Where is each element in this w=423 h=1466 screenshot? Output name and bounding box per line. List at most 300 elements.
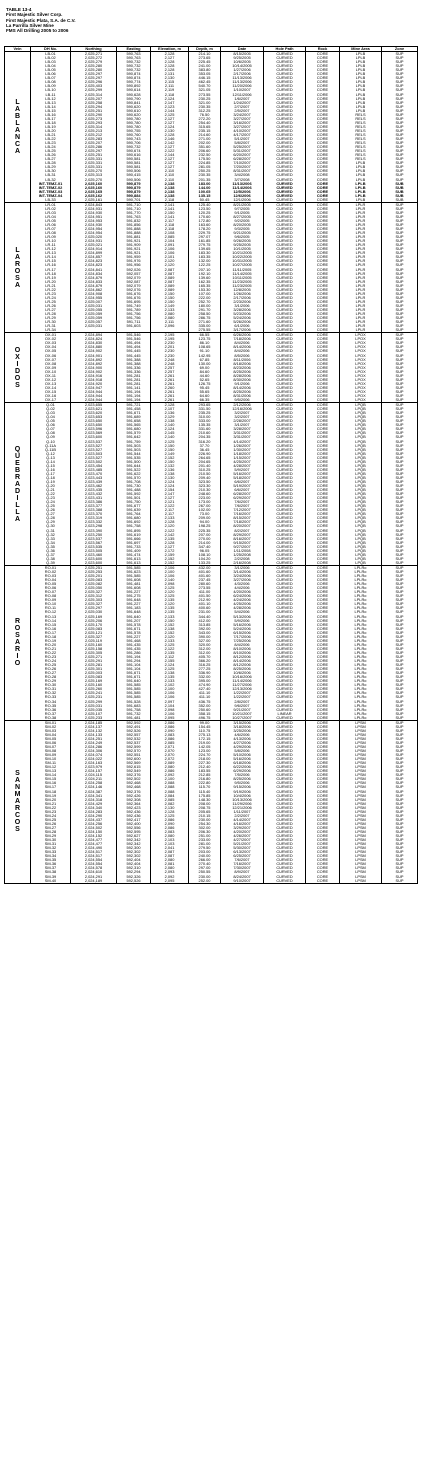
cell-easting: 591,676 (117, 296, 151, 300)
cell-rock: CORE (306, 137, 340, 141)
cell-mine-area: LPLRo (340, 586, 382, 590)
cell-dh-no: LR-11 (31, 243, 71, 247)
cell-dh-no: RO-19 (31, 639, 71, 643)
cell-rock: CORE (306, 695, 340, 699)
cell-mine-area: LPQB (340, 415, 382, 419)
cell-northing: 2,024,823 (71, 259, 117, 263)
cell-rock: CORE (306, 798, 340, 802)
cell-easting: 591,671 (117, 627, 151, 631)
cell-depth: 183.35 (189, 255, 221, 259)
cell-zone: SUP (382, 456, 418, 460)
cell-date: 4/24/2006 (221, 598, 264, 602)
cell-hole-path: CURVED (264, 284, 306, 288)
cell-northing: 2,024,944 (71, 390, 117, 394)
cell-elevation: 2,110 (151, 173, 189, 177)
cell-depth: 165.35 (189, 284, 221, 288)
cell-rock: CORE (306, 292, 340, 296)
cell-hole-path: CURVED (264, 243, 306, 247)
cell-easting: 592,600 (117, 757, 151, 761)
cell-hole-path: CURVED (264, 300, 306, 304)
cell-easting: 591,500 (117, 460, 151, 464)
cell-easting: 590,706 (117, 141, 151, 145)
cell-hole-path: CURVED (264, 324, 306, 328)
cell-date: 7/6/2007 (221, 858, 264, 862)
cell-easting: 592,556 (117, 826, 151, 830)
cell-mine-area: LPSM (340, 794, 382, 798)
cell-depth: 36.45 (189, 448, 221, 452)
cell-northing: 2,025,327 (71, 602, 117, 606)
cell-zone: SUP (382, 631, 418, 635)
cell-easting: 591,501 (117, 496, 151, 500)
vein-letter: R (14, 473, 21, 481)
cell-dh-no: SM-02 (31, 725, 71, 729)
cell-hole-path: CURVED (264, 464, 306, 468)
cell-rock: CORE (306, 659, 340, 663)
cell-depth: 214.10 (189, 52, 221, 57)
cell-rock: CORE (306, 349, 340, 353)
cell-dh-no: RO-22 (31, 651, 71, 655)
cell-mine-area: LPQB (340, 480, 382, 484)
cell-elevation: 2,201 (151, 345, 189, 349)
cell-date: 3/7/2008 (221, 178, 264, 182)
cell-northing: 2,024,211 (71, 777, 117, 781)
cell-hole-path: LINEAR (264, 712, 306, 716)
cell-hole-path: CURVED (264, 362, 306, 366)
cell-date: 4/25/2007 (221, 460, 264, 464)
cell-dh-no: LB-31 (31, 173, 71, 177)
cell-northing: 2,024,954 (71, 227, 117, 231)
cell-hole-path: CURVED (264, 790, 306, 794)
cell-mine-area: LPLRo (340, 606, 382, 610)
cell-dh-no: LB-17 (31, 117, 71, 121)
cell-elevation: 2,132 (151, 464, 189, 468)
cell-elevation: 2,257 (151, 370, 189, 374)
cell-rock: CORE (306, 464, 340, 468)
cell-zone: SUP (382, 870, 418, 874)
cell-northing: 2,025,327 (71, 635, 117, 639)
cell-elevation: 2,092 (151, 875, 189, 879)
cell-hole-path: CURVED (264, 606, 306, 610)
cell-date: 11/23/2005 (221, 280, 264, 284)
cell-rock: CORE (306, 165, 340, 169)
cell-easting: 591,468 (117, 639, 151, 643)
cell-easting: 591,494 (117, 341, 151, 345)
cell-easting: 590,743 (117, 137, 151, 141)
cell-zone: SUP (382, 80, 418, 84)
cell-elevation: 2,133 (151, 516, 189, 520)
cell-rock: CORE (306, 565, 340, 570)
cell-date: 6/6/2007 (221, 488, 264, 492)
cell-mine-area: LPLB (340, 76, 382, 80)
cell-zone: SUP (382, 790, 418, 794)
cell-date: 9/1/2006 (221, 382, 264, 386)
cell-northing: 2,025,273 (71, 117, 117, 121)
cell-mine-area: LPSM (340, 765, 382, 769)
cell-hole-path: CURVED (264, 435, 306, 439)
cell-mine-area: RELS (340, 141, 382, 145)
cell-northing: 2,023,332 (71, 520, 117, 524)
cell-dh-no: LB-23 (31, 141, 71, 145)
cell-zone: SUP (382, 602, 418, 606)
drilling-table (4, 46, 418, 884)
cell-depth: 125.40 (189, 202, 221, 207)
cell-zone: SUP (382, 202, 418, 207)
cell-mine-area: LPLR (340, 304, 382, 308)
cell-dh-no: LR-14 (31, 255, 71, 259)
cell-elevation: 2,086 (151, 826, 189, 830)
cell-hole-path: CURVED (264, 403, 306, 408)
cell-rock: CORE (306, 773, 340, 777)
cell-rock: CORE (306, 671, 340, 675)
cell-rock: CORE (306, 765, 340, 769)
cell-date: 10/22/2005 (221, 255, 264, 259)
cell-mine-area: LPLRo (340, 594, 382, 598)
cell-rock: CORE (306, 407, 340, 411)
cell-date: 2/5/2007 (221, 109, 264, 113)
cell-zone: SUP (382, 97, 418, 101)
cell-hole-path: CURVED (264, 456, 306, 460)
cell-depth: 44.60 (189, 374, 221, 378)
cell-elevation: 2,106 (151, 712, 189, 716)
cell-dh-no: LR-19 (31, 276, 71, 280)
cell-rock: CORE (306, 733, 340, 737)
cell-zone: SUP (382, 745, 418, 749)
cell-dh-no: LB-04 (31, 64, 71, 68)
cell-hole-path: CURVED (264, 194, 306, 198)
cell-zone: SUP (382, 464, 418, 468)
cell-mine-area: LPQB (340, 444, 382, 448)
cell-dh-no: LR-12 (31, 247, 71, 251)
cell-dh-no: LR-23 (31, 292, 71, 296)
cell-mine-area: LPLR (340, 263, 382, 267)
cell-zone: SUP (382, 145, 418, 149)
cell-dh-no: Q-33 (31, 537, 71, 541)
cell-depth: 344.40 (189, 615, 221, 619)
vein-letter: B (14, 112, 21, 120)
cell-date: 10/1/2005 (221, 247, 264, 251)
cell-depth: 115.40 (189, 790, 221, 794)
cell-depth: 297.00 (189, 866, 221, 870)
cell-northing: 2,025,206 (71, 619, 117, 623)
col-header-hole-path: Hole Path (264, 47, 306, 52)
cell-hole-path: CURVED (264, 594, 306, 598)
cell-northing: 2,024,862 (71, 288, 117, 292)
cell-zone: SUP (382, 411, 418, 415)
cell-depth: 241.00 (189, 64, 221, 68)
cell-elevation: 2,088 (151, 790, 189, 794)
cell-rock: CORE (306, 643, 340, 647)
cell-elevation: 2,140 (151, 435, 189, 439)
cell-hole-path: CURVED (264, 354, 306, 358)
cell-date: 10/21/2007 (221, 712, 264, 716)
cell-easting: 590,732 (117, 64, 151, 68)
cell-elevation: 2,230 (151, 354, 189, 358)
cell-mine-area: LPQB (340, 516, 382, 520)
cell-northing: 2,023,527 (71, 456, 117, 460)
cell-depth: 192.10 (189, 272, 221, 276)
cell-easting: 591,194 (117, 394, 151, 398)
cell-mine-area: LPQB (340, 448, 382, 452)
cell-mine-area: LPLB (340, 88, 382, 92)
cell-mine-area: LPLRo (340, 619, 382, 623)
cell-depth: 254.40 (189, 121, 221, 125)
cell-depth: 411.10 (189, 695, 221, 699)
cell-zone: SUP (382, 472, 418, 476)
cell-dh-no: OX-14 (31, 386, 71, 390)
cell-date: 11/27/2006 (221, 683, 264, 687)
cell-date: 8/12/2006 (221, 663, 264, 667)
cell-northing: 2,023,527 (71, 448, 117, 452)
cell-elevation: 2,100 (151, 570, 189, 574)
cell-easting: 592,342 (117, 842, 151, 846)
cell-date: 5/4/2006 (221, 610, 264, 614)
cell-dh-no: RO-36 (31, 708, 71, 712)
cell-mine-area: LPSM (340, 834, 382, 838)
cell-depth: 102.00 (189, 508, 221, 512)
cell-depth: 227.30 (189, 761, 221, 765)
cell-zone: SUP (382, 223, 418, 227)
cell-mine-area: LPOX (340, 374, 382, 378)
cell-hole-path: CURVED (264, 615, 306, 619)
cell-elevation: 2,230 (151, 341, 189, 345)
cell-rock: CORE (306, 794, 340, 798)
cell-elevation: 2,070 (151, 749, 189, 753)
cell-rock: CORE (306, 97, 340, 101)
cell-zone: SUP (382, 292, 418, 296)
cell-date: 4/28/2007 (221, 464, 264, 468)
cell-zone: SUP (382, 691, 418, 695)
cell-elevation: 2,100 (151, 777, 189, 781)
cell-hole-path: CURVED (264, 533, 306, 537)
cell-easting: 591,976 (117, 259, 151, 263)
cell-hole-path: CURVED (264, 84, 306, 88)
cell-rock: CORE (306, 858, 340, 862)
cell-mine-area: LPLR (340, 207, 382, 211)
cell-rock: CORE (306, 846, 340, 850)
cell-mine-area: LPLB (340, 198, 382, 203)
cell-zone: SUP (382, 431, 418, 435)
cell-easting: 591,585 (117, 574, 151, 578)
cell-dh-no: RO-13 (31, 615, 71, 619)
cell-dh-no: Q-14 (31, 460, 71, 464)
cell-hole-path: CURVED (264, 165, 306, 169)
cell-easting: 592,300 (117, 846, 151, 850)
cell-elevation: 2,260 (151, 386, 189, 390)
cell-date: 9/5/2006 (221, 398, 264, 403)
col-header-date: Date (221, 47, 264, 52)
cell-date: 2/16/2008 (221, 561, 264, 566)
cell-dh-no: RO-09 (31, 598, 71, 602)
cell-mine-area: LPQB (340, 496, 382, 500)
cell-depth: 201.40 (189, 464, 221, 468)
vein-letter: D (14, 487, 21, 495)
cell-dh-no: LB-10 (31, 88, 71, 92)
cell-northing: 2,024,916 (71, 374, 117, 378)
cell-rock: CORE (306, 419, 340, 423)
cell-zone: SUP (382, 362, 418, 366)
cell-easting: 591,697 (117, 541, 151, 545)
cell-rock: CORE (306, 745, 340, 749)
cell-mine-area: LPLB (340, 64, 382, 68)
cell-easting: 591,666 (117, 537, 151, 541)
cell-rock: CORE (306, 243, 340, 247)
cell-easting: 590,506 (117, 169, 151, 173)
cell-hole-path: CURVED (264, 830, 306, 834)
cell-hole-path: CURVED (264, 691, 306, 695)
cell-dh-no: Q-39 (31, 561, 71, 566)
cell-easting: 591,921 (117, 239, 151, 243)
cell-elevation: 2,100 (151, 687, 189, 691)
cell-zone: SUP (382, 785, 418, 789)
cell-hole-path: CURVED (264, 725, 306, 729)
cell-hole-path: CURVED (264, 186, 306, 190)
cell-mine-area: LPSM (340, 798, 382, 802)
cell-zone: SUP (382, 403, 418, 408)
cell-easting: 591,613 (117, 557, 151, 561)
cell-elevation: 2,118 (151, 227, 189, 231)
cell-hole-path: CURVED (264, 582, 306, 586)
cell-northing: 2,024,554 (71, 858, 117, 862)
cell-zone: SUP (382, 529, 418, 533)
cell-zone: SUP (382, 243, 418, 247)
cell-hole-path: CURVED (264, 129, 306, 133)
cell-easting: 592,404 (117, 858, 151, 862)
cell-hole-path: CURVED (264, 394, 306, 398)
cell-hole-path: CURVED (264, 247, 306, 251)
cell-elevation: 2,172 (151, 549, 189, 553)
cell-easting: 592,627 (117, 834, 151, 838)
cell-mine-area: LPQB (340, 492, 382, 496)
vein-letter: A (14, 639, 21, 647)
cell-northing: 2,025,031 (71, 704, 117, 708)
cell-elevation: 2,080 (151, 765, 189, 769)
cell-depth: 383.80 (189, 68, 221, 72)
cell-easting: 592,026 (117, 268, 151, 272)
cell-zone: SUP (382, 370, 418, 374)
cell-rock: CORE (306, 729, 340, 733)
cell-zone: SUP (382, 537, 418, 541)
cell-date: 5/26/2006 (221, 320, 264, 324)
cell-northing: 2,023,502 (71, 460, 117, 464)
cell-depth: 52.65 (189, 378, 221, 382)
col-header-depth: Depth, m (189, 47, 221, 52)
cell-depth: 436.75 (189, 700, 221, 704)
cell-hole-path: CURVED (264, 198, 306, 203)
cell-date: 8/4/2006 (221, 349, 264, 353)
cell-northing: 2,025,059 (71, 316, 117, 320)
cell-hole-path: CURVED (264, 557, 306, 561)
cell-elevation: 2,128 (151, 64, 189, 68)
cell-dh-no: SM-13 (31, 769, 71, 773)
cell-elevation: 2,138 (151, 182, 189, 186)
cell-hole-path: CURVED (264, 411, 306, 415)
cell-easting: 592,468 (117, 781, 151, 785)
cell-elevation: 2,150 (151, 211, 189, 215)
cell-rock: CORE (306, 687, 340, 691)
cell-elevation: 2,128 (151, 52, 189, 57)
cell-easting: 591,832 (117, 219, 151, 223)
cell-mine-area: LPLR (340, 215, 382, 219)
cell-date: 8/23/2006 (221, 366, 264, 370)
cell-dh-no: OX-05 (31, 349, 71, 353)
cell-hole-path: CURVED (264, 113, 306, 117)
cell-dh-no: SM-33 (31, 850, 71, 854)
company-name: First Majestic Silver Corp. (6, 12, 63, 18)
cell-depth: 264.65 (189, 456, 221, 460)
cell-easting: 591,194 (117, 655, 151, 659)
cell-dh-no: RO-04 (31, 578, 71, 582)
cell-hole-path: CURVED (264, 781, 306, 785)
cell-mine-area: RELS (340, 157, 382, 161)
cell-hole-path: CURVED (264, 488, 306, 492)
cell-easting: 592,615 (117, 765, 151, 769)
cell-mine-area: LPLR (340, 251, 382, 255)
cell-dh-no: Q-06 (31, 423, 71, 427)
cell-date: 11/20/2006 (221, 84, 264, 88)
cell-mine-area: LPOX (340, 362, 382, 366)
cell-depth: 175.85 (189, 794, 221, 798)
cell-zone: SUP (382, 757, 418, 761)
cell-mine-area: LPSM (340, 725, 382, 729)
cell-mine-area: LPSM (340, 826, 382, 830)
cell-mine-area: LPSM (340, 769, 382, 773)
cell-easting: 592,426 (117, 794, 151, 798)
cell-easting: 592,310 (117, 866, 151, 870)
cell-zone: SUP (382, 284, 418, 288)
cell-easting: 591,710 (117, 207, 151, 211)
cell-zone: SUP (382, 386, 418, 390)
cell-rock: CORE (306, 403, 340, 408)
cell-depth: 250.60 (189, 708, 221, 712)
cell-depth: 218.00 (189, 757, 221, 761)
cell-mine-area: LPLR (340, 316, 382, 320)
cell-elevation: 2,127 (151, 161, 189, 165)
cell-northing: 2,025,050 (71, 586, 117, 590)
cell-date: 1/25/2008 (221, 553, 264, 557)
cell-easting: 591,458 (117, 407, 151, 411)
cell-zone: SUP (382, 773, 418, 777)
cell-zone: SUP (382, 598, 418, 602)
cell-northing: 2,025,161 (71, 198, 117, 203)
cell-mine-area: RELS (340, 137, 382, 141)
cell-date: 2/17/2006 (221, 296, 264, 300)
cell-northing: 2,025,286 (71, 145, 117, 149)
mine-name: La Parrilla Silver Mine (6, 22, 54, 28)
cell-easting: 592,599 (117, 745, 151, 749)
cell-hole-path: CURVED (264, 500, 306, 504)
cell-hole-path: CURVED (264, 687, 306, 691)
cell-dh-no: LB-18 (31, 121, 71, 125)
cell-rock: CORE (306, 448, 340, 452)
cell-northing: 2,024,318 (71, 798, 117, 802)
cell-elevation: 2,124 (151, 663, 189, 667)
cell-zone: SUP (382, 781, 418, 785)
cell-depth: 353.05 (189, 72, 221, 76)
cell-mine-area: LPQB (340, 520, 382, 524)
cell-depth: 411.10 (189, 691, 221, 695)
table-caption: TABLE 13-4 (6, 7, 32, 12)
cell-depth: 216.80 (189, 777, 221, 781)
cell-dh-no: RO-20 (31, 643, 71, 647)
cell-dh-no: SM-15 (31, 777, 71, 781)
cell-zone: SUP (382, 814, 418, 818)
cell-date: 7/17/2006 (221, 635, 264, 639)
cell-depth: 222.80 (189, 781, 221, 785)
cell-elevation: 2,127 (151, 165, 189, 169)
cell-easting: 591,592 (117, 492, 151, 496)
cell-northing: 2,023,600 (71, 557, 117, 561)
cell-hole-path: CURVED (264, 643, 306, 647)
